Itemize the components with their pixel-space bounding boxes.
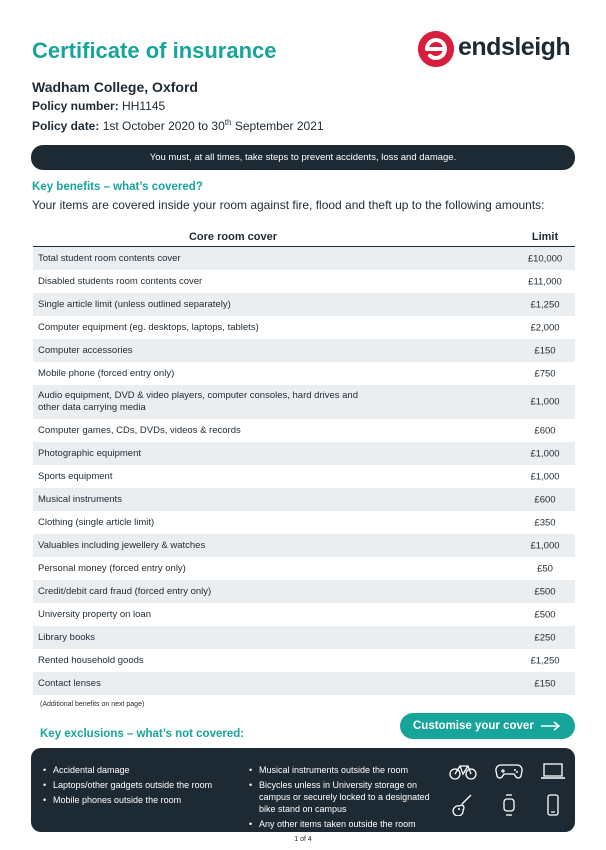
policy-date: Policy date: 1st October 2020 to 30th September 2021: [32, 118, 324, 133]
cover-limit: £150: [534, 678, 556, 689]
cover-item: Total student room contents cover: [38, 252, 181, 264]
exclusion-item: • Laptops/other gadgets outside the room: [43, 779, 243, 791]
arrow-right-icon: [541, 721, 561, 731]
endsleigh-logo: [418, 31, 578, 71]
watch-icon: [495, 794, 523, 816]
cover-item: Computer accessories: [38, 344, 133, 356]
cover-limit: £250: [534, 632, 556, 643]
table-row: [33, 293, 575, 316]
cover-limit: £1,000: [530, 396, 560, 408]
cover-limit: £10,000: [527, 253, 563, 264]
cover-item: Computer games, CDs, DVDs, videos & records: [38, 424, 241, 436]
cover-item: University property on loan: [38, 608, 151, 620]
table-row: [33, 385, 575, 419]
cover-item: Rented household goods: [38, 654, 144, 666]
cover-item: Audio equipment, DVD & video players, computer consoles, hard drives and other data carrying media: [38, 390, 359, 413]
cover-limit: £1,000: [530, 540, 560, 551]
exclusion-item: • Bicycles unless in University storage on campus or securely locked to a designated bike stand on campus: [249, 779, 439, 815]
exclusion-item: • Mobile phones outside the room: [43, 794, 243, 806]
gamepad-icon: [495, 760, 523, 782]
cover-limit: £350: [534, 517, 556, 528]
policy-number: Policy number: HH1145: [32, 99, 166, 113]
cover-item: Credit/debit card fraud (forced entry only): [38, 585, 212, 597]
customise-cover-button[interactable]: [400, 713, 575, 739]
cover-limit: £50: [537, 563, 553, 574]
key-exclusions-heading: Key exclusions – what’s not covered:: [40, 728, 245, 740]
cover-limit: £11,000: [528, 276, 562, 287]
cover-item: Personal money (forced entry only): [38, 562, 186, 574]
cover-limit: £1,250: [530, 655, 560, 666]
table-row: [33, 339, 575, 362]
exclusions-list-left: [43, 764, 243, 809]
bicycle-icon: [449, 760, 477, 782]
college-name: Wadham College, Oxford: [32, 79, 198, 95]
cover-item: Disabled students room contents cover: [38, 275, 203, 287]
cover-limit: £150: [534, 345, 556, 356]
cover-table: [33, 229, 575, 695]
cover-item: Photographic equipment: [38, 447, 141, 459]
warning-banner: You must, at all times, take steps to prevent accidents, loss and damage.: [31, 145, 575, 170]
column-header-cover: Core room cover: [188, 231, 278, 243]
cover-item: Valuables including jewellery & watches: [38, 539, 206, 551]
table-row: [33, 672, 575, 695]
logo-text: endsleigh: [458, 33, 571, 61]
cover-limit: £500: [534, 609, 556, 620]
exclusion-item: • Accidental damage: [43, 764, 243, 776]
additional-benefits-note: (Additional benefits on next page): [40, 701, 145, 708]
cover-limit: £2,000: [530, 322, 560, 333]
table-row: [33, 534, 575, 557]
customise-cover-label: Customise your cover: [413, 720, 534, 732]
table-header: [33, 229, 575, 247]
mobile-phone-icon: [539, 794, 567, 816]
cover-item: Contact lenses: [38, 677, 101, 689]
table-row: [33, 603, 575, 626]
table-row: [33, 316, 575, 339]
page-title: Certificate of insurance: [32, 38, 277, 63]
table-row: [33, 580, 575, 603]
cover-limit: £750: [534, 368, 556, 379]
table-row: [33, 626, 575, 649]
key-benefits-heading: Key benefits – what’s covered?: [32, 181, 203, 193]
exclusions-panel: [31, 748, 575, 832]
table-row: [33, 270, 575, 293]
logo-mark-icon: [418, 31, 454, 67]
table-row: [33, 247, 575, 270]
exclusion-icons: [449, 760, 569, 822]
cover-limit: £500: [534, 586, 556, 597]
table-row: [33, 488, 575, 511]
guitar-icon: [449, 794, 477, 816]
table-row: [33, 442, 575, 465]
column-header-limit: Limit: [531, 231, 559, 243]
cover-limit: £1,000: [530, 448, 560, 459]
key-benefits-subheading: Your items are covered inside your room against fire, flood and theft up to the following amounts:: [32, 198, 545, 212]
cover-item: Library books: [38, 631, 96, 643]
exclusions-list-right: [249, 764, 439, 833]
table-row: [33, 362, 575, 385]
laptop-icon: [539, 760, 567, 782]
cover-limit: £1,000: [530, 471, 560, 482]
cover-item: Musical instruments: [38, 493, 122, 505]
table-row: [33, 649, 575, 672]
cover-item: Computer equipment (eg. desktops, laptops, tablets): [38, 321, 259, 333]
page-number: 1 of 4: [294, 836, 312, 843]
exclusion-item: • Any other items taken outside the room: [249, 818, 439, 830]
cover-limit: £600: [534, 494, 556, 505]
cover-item: Mobile phone (forced entry only): [38, 367, 175, 379]
cover-limit: £1,250: [530, 299, 560, 310]
cover-item: Clothing (single article limit): [38, 516, 155, 528]
table-row: [33, 465, 575, 488]
table-row: [33, 557, 575, 580]
exclusion-item: • Musical instruments outside the room: [249, 764, 439, 776]
cover-limit: £600: [534, 425, 556, 436]
cover-item: Sports equipment: [38, 470, 113, 482]
table-row: [33, 419, 575, 442]
cover-item: Single article limit (unless outlined separately): [38, 298, 231, 310]
table-row: [33, 511, 575, 534]
